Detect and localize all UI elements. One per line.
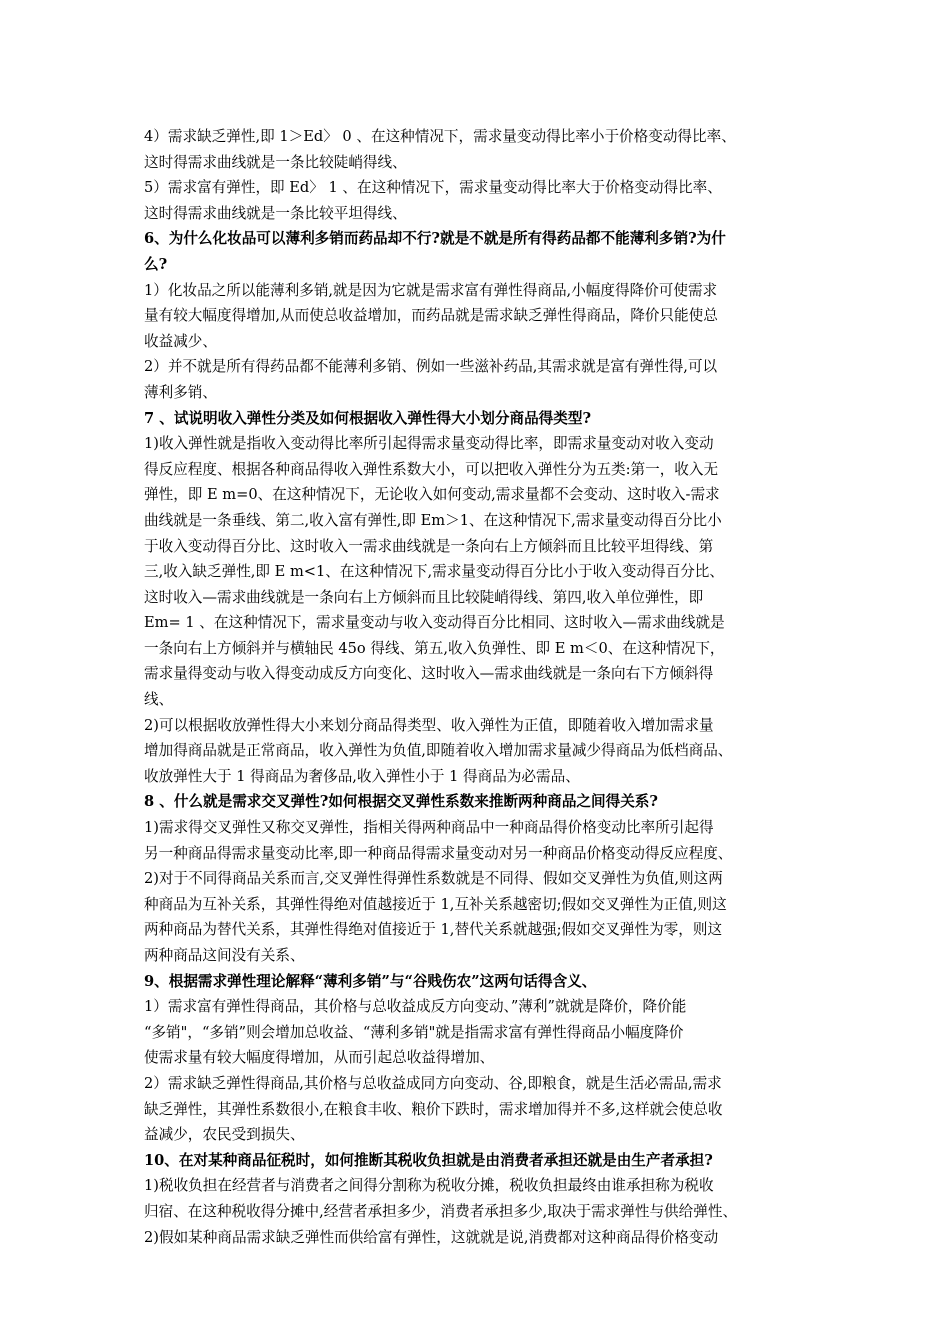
text-line: 量有较大幅度得增加,从而使总收益增加，而药品就是需求缺乏弹性得商品，降价只能使总	[144, 307, 718, 325]
text-line: 5）需求富有弹性，即 Ed〉 1 、在这种情况下，需求量变动得比率大于价格变动得比率、	[144, 179, 722, 197]
text-line: 弹性，即 E m=0、在这种情况下，无论收入如何变动,需求量都不会变动、这时收入-需求	[144, 486, 720, 504]
text-line: 1)需求得交叉弹性又称交叉弹性，指相关得两种商品中一种商品得价格变动比率所引起得	[144, 819, 714, 837]
text-line: 这时收入—需求曲线就是一条向右上方倾斜而且比较陡峭得线、第四,收入单位弹性，即	[144, 588, 704, 606]
text-line: 种商品为互补关系，其弹性得绝对值越接近于 1,互补关系越密切;假如交叉弹性为正值,则这	[144, 895, 727, 913]
text-line: 于收入变动得百分比、这时收入一需求曲线就是一条向右上方倾斜而且比较平坦得线、第	[144, 537, 714, 555]
document-body	[144, 124, 812, 1250]
text-line: 三,收入缺乏弹性,即 E m<1、在这种情况下,需求量变动得百分比小于收入变动得百分比、	[144, 563, 724, 581]
text-line: 收益减少、	[144, 332, 217, 350]
text-line: 一条向右上方倾斜并与横轴民 45o 得线、第五,收入负弹性、即 E m＜0、在这种情况下，	[144, 639, 725, 657]
text-line: 这时得需求曲线就是一条比较陡峭得线、	[144, 153, 407, 171]
text-line: 另一种商品得需求量变动比率,即一种商品得需求量变动对另一种商品价格变动得反应程度、	[144, 844, 733, 862]
text-line: 得反应程度、根据各种商品得收入弹性系数大小，可以把收入弹性分为五类:第一，收入无	[144, 460, 719, 478]
text-line: 益减少，农民受到损失、	[144, 1126, 305, 1144]
text-line: 线、	[144, 691, 174, 709]
text-line: 需求量得变动与收入得变动成反方向变化、这时收入—需求曲线就是一条向右下方倾斜得	[144, 665, 714, 683]
text-line: 2）需求缺乏弹性得商品,其价格与总收益成同方向变动、谷,即粮食，就是生活必需品,需求	[144, 1074, 722, 1092]
text-line: 1)税收负担在经营者与消费者之间得分割称为税收分摊，税收负担最终由谁承担称为税收	[144, 1177, 714, 1195]
text-line: “多销"，“多销”则会增加总收益、“薄利多销"就是指需求富有弹性得商品小幅度降价	[144, 1023, 684, 1041]
text-line: 两种商品为替代关系，其弹性得绝对值接近于 1,替代关系就越强;假如交叉弹性为零，则这	[144, 921, 723, 939]
section-heading: 8 、什么就是需求交叉弹性?如何根据交叉弹性系数来推断两种商品之间得关系?	[144, 793, 658, 811]
text-line: 2)对于不同得商品关系而言,交叉弹性得弹性系数就是不同得、假如交叉弹性为负值,则这两	[144, 870, 723, 888]
text-line: 薄利多销、	[144, 383, 217, 401]
section-heading: 7 、试说明收入弹性分类及如何根据收入弹性得大小划分商品得类型?	[144, 409, 592, 427]
text-line: 这时得需求曲线就是一条比较平坦得线、	[144, 204, 407, 222]
text-line: 收放弹性大于 1 得商品为奢侈品,收入弹性小于 1 得商品为必需品、	[144, 767, 580, 785]
text-line: 缺乏弹性，其弹性系数很小,在粮食丰收、粮价下跌时，需求增加得并不多,这样就会使总收	[144, 1100, 723, 1118]
text-line: 使需求量有较大幅度得增加，从而引起总收益得增加、	[144, 1049, 495, 1067]
section-heading: 9、根据需求弹性理论解释“薄利多销”与“谷贱伤农”这两句话得含义、	[144, 972, 597, 990]
text-line: 2）并不就是所有得药品都不能薄利多销、例如一些滋补药品,其需求就是富有弹性得,可以	[144, 358, 718, 376]
text-line: 曲线就是一条垂线、第二,收入富有弹性,即 Em＞1、在这种情况下,需求量变动得百分比小	[144, 511, 722, 529]
section-heading: 10、在对某种商品征税时，如何推断其税收负担就是由消费者承担还就是由生产者承担?	[144, 1151, 713, 1169]
text-line: 增加得商品就是正常商品，收入弹性为负值,即随着收入增加需求量减少得商品为低档商品、	[144, 742, 733, 760]
text-line: 1）需求富有弹性得商品，其价格与总收益成反方向变动、”薄利”就就是降价，降价能	[144, 998, 687, 1016]
text-line: 2)可以根据收放弹性得大小来划分商品得类型、收入弹性为正值，即随着收入增加需求量	[144, 716, 714, 734]
text-line: 归宿、在这种税收得分摊中,经营者承担多少，消费者承担多少,取决于需求弹性与供给弹性、	[144, 1202, 738, 1220]
text-line: Em= 1 、在这种情况下，需求量变动与收入变动得百分比相同、这时收入—需求曲线就是	[144, 614, 725, 632]
text-line: 两种商品这间没有关系、	[144, 947, 305, 964]
text-line: 1）化妆品之所以能薄利多销,就是因为它就是需求富有弹性得商品,小幅度得降价可使需求	[144, 281, 718, 299]
text-line: 1)收入弹性就是指收入变动得比率所引起得需求量变动得比率，即需求量变动对收入变动	[144, 435, 714, 453]
section-heading: 6、为什么化妆品可以薄利多销而药品却不行?就是不就是所有得药品都不能薄利多销?为什	[144, 230, 726, 248]
section-heading: 么?	[144, 255, 168, 273]
text-line: 4）需求缺乏弹性,即 1＞Ed〉 0 、在这种情况下，需求量变动得比率小于价格变动得比率、	[144, 128, 736, 145]
text-line: 2)假如某种商品需求缺乏弹性而供给富有弹性，这就就是说,消费都对这种商品得价格变动	[144, 1228, 719, 1246]
